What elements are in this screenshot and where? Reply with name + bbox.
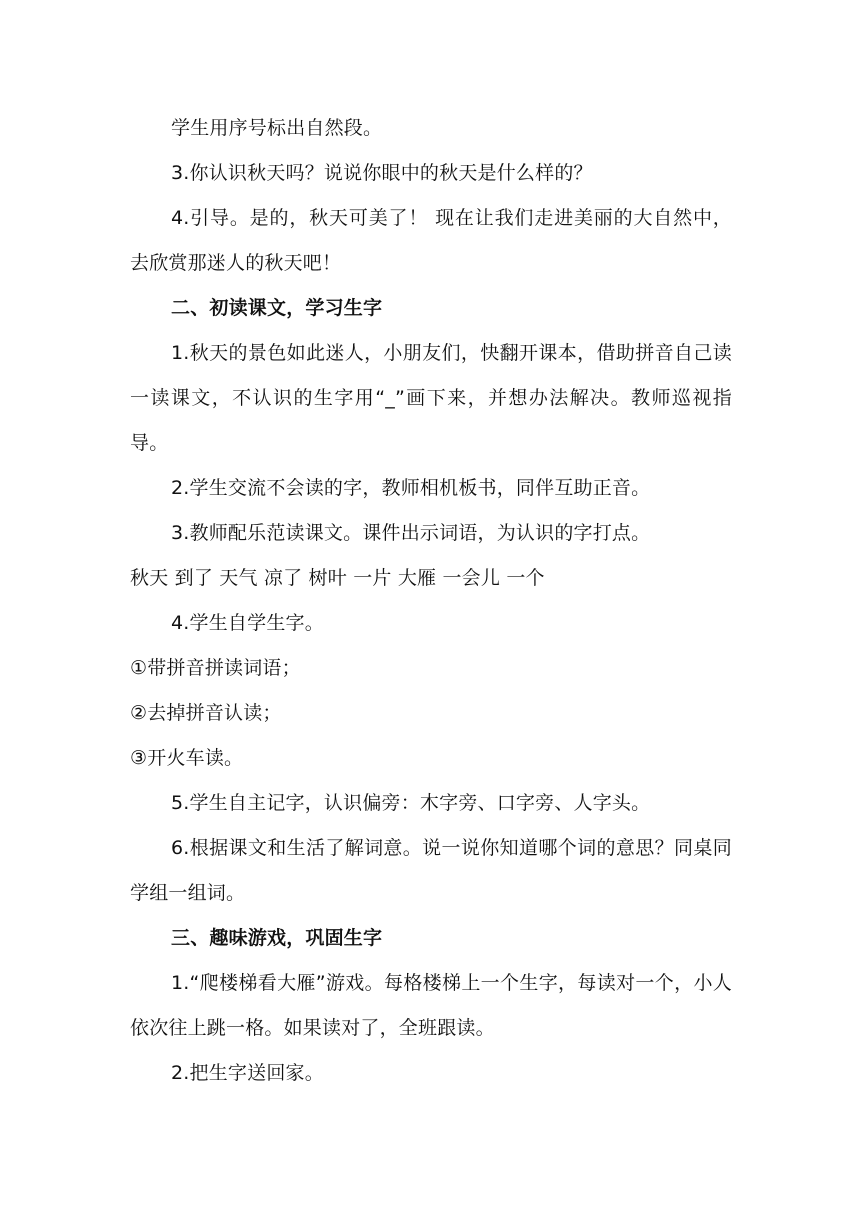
list-item-no-pinyin: ②去掉拼音认读；	[130, 702, 282, 724]
paragraph-word-meaning: 6.根据课文和生活了解词意。说一说你知道哪个词的意思？同桌同学组一组词。	[130, 837, 732, 904]
paragraph-read-text: 1.秋天的景色如此迷人，小朋友们，快翻开课本，借助拼音自己读一读课文，不认识的生字用“_”画下来，并想办法解决。教师巡视指导。	[130, 342, 732, 454]
paragraph-step-4-guide: 4.引导。是的，秋天可美了！ 现在让我们走进美丽的大自然中，去欣赏那迷人的秋天吧！	[130, 207, 732, 274]
paragraph-exchange-words: 2.学生交流不会读的字，教师相机板书，同伴互助正音。	[171, 477, 651, 499]
list-item-train-reading: ③开火车读。	[130, 747, 244, 769]
word-list: 秋天 到了 天气 凉了 树叶 一片 大雁 一会儿 一个	[130, 567, 545, 589]
document-page	[130, 106, 732, 1096]
paragraph-send-home: 2.把生字送回家。	[171, 1062, 324, 1084]
paragraph-step-3-question: 3.你认识秋天吗？说说你眼中的秋天是什么样的？	[171, 162, 593, 184]
paragraph-teacher-reading: 3.教师配乐范读课文。课件出示词语，为认识的字打点。	[171, 522, 651, 544]
section-heading-3: 三、趣味游戏，巩固生字	[171, 927, 383, 949]
paragraph-mark-segments: 学生用序号标出自然段。	[171, 117, 383, 139]
paragraph-self-study: 4.学生自学生字。	[171, 612, 324, 634]
list-item-pinyin-reading: ①带拼音拼读词语；	[130, 657, 301, 679]
paragraph-game: 1.“爬楼梯看大雁”游戏。每格楼梯上一个生字，每读对一个，小人依次往上跳一格。如果读对了，全班跟读。	[130, 972, 732, 1039]
paragraph-radicals: 5.学生自主记字，认识偏旁：木字旁、口字旁、人字头。	[171, 792, 651, 814]
section-heading-2: 二、初读课文，学习生字	[171, 297, 383, 319]
